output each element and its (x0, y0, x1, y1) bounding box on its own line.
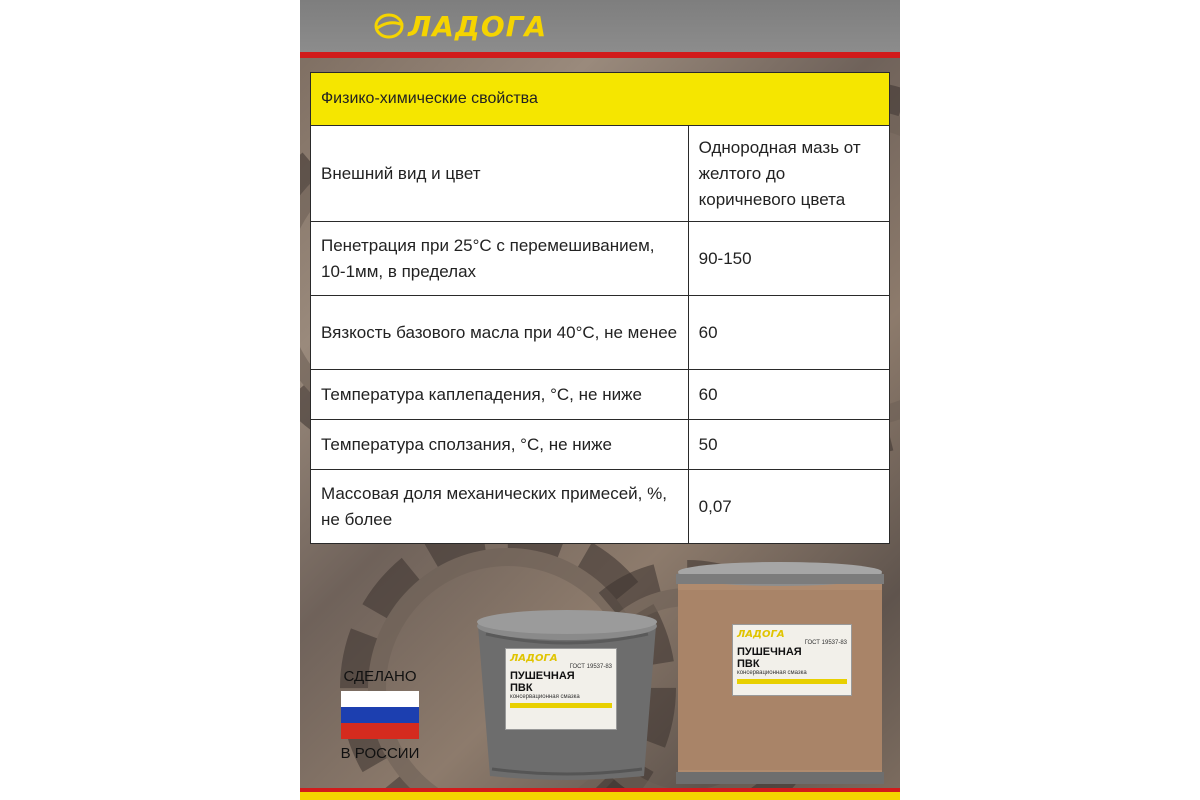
bucket-label-subtitle: консервационная смазка (510, 694, 580, 700)
header-stripe (300, 52, 900, 58)
brand-name: ЛАДОГА (408, 9, 548, 43)
properties-table (310, 72, 890, 544)
table-header: Физико-химические свойства (311, 73, 890, 126)
drum-label-title-2: ПВК (737, 658, 760, 670)
drum-label-standard: ГОСТ 19537-83 (804, 640, 847, 646)
table-row (311, 222, 890, 296)
table-header-row (311, 73, 890, 126)
property-cell: Массовая доля механических примесей, %, не более (311, 470, 689, 544)
drum-label-strip (737, 679, 847, 684)
bucket-label-title-2: ПВК (510, 682, 533, 694)
value-cell: Однородная мазь от желтого до коричневого цвета (688, 126, 889, 222)
bucket-label-standard: ГОСТ 19537-83 (569, 664, 612, 670)
value-cell: 60 (688, 370, 889, 420)
value-cell: 50 (688, 420, 889, 470)
table-row (311, 420, 890, 470)
property-cell: Вязкость базового масла при 40°С, не менее (311, 296, 689, 370)
made-in-label-top: СДЕЛАНО (343, 668, 417, 685)
drum-label-subtitle: консервационная смазка (737, 670, 807, 676)
drum-label-title-1: ПУШЕЧНАЯ (737, 646, 802, 658)
property-cell: Внешний вид и цвет (311, 126, 689, 222)
ladoga-swoosh-icon (374, 11, 404, 41)
table-row (311, 370, 890, 420)
made-in-russia-badge (330, 668, 430, 762)
footer-stripe-yellow (300, 792, 900, 800)
value-cell: 0,07 (688, 470, 889, 544)
value-cell: 60 (688, 296, 889, 370)
value-cell: 90-150 (688, 222, 889, 296)
bucket-label (505, 648, 617, 730)
bucket-label-logo: ЛАДОГА (510, 653, 558, 664)
property-cell: Пенетрация при 25°С с перемешиванием, 10-1мм, в пределах (311, 222, 689, 296)
table-row (311, 470, 890, 544)
brand-logo (374, 8, 547, 44)
product-infographic (300, 0, 900, 800)
bucket-label-title-1: ПУШЕЧНАЯ (510, 670, 575, 682)
bucket-label-strip (510, 703, 612, 708)
property-cell: Температура сползания, °С, не ниже (311, 420, 689, 470)
property-cell: Температура каплепадения, °С, не ниже (311, 370, 689, 420)
made-in-label-bottom: В РОССИИ (340, 745, 420, 762)
russia-flag-icon (341, 691, 419, 739)
drum-label (732, 624, 852, 696)
drum-label-logo: ЛАДОГА (737, 629, 785, 640)
table-row (311, 296, 890, 370)
table-row (311, 126, 890, 222)
